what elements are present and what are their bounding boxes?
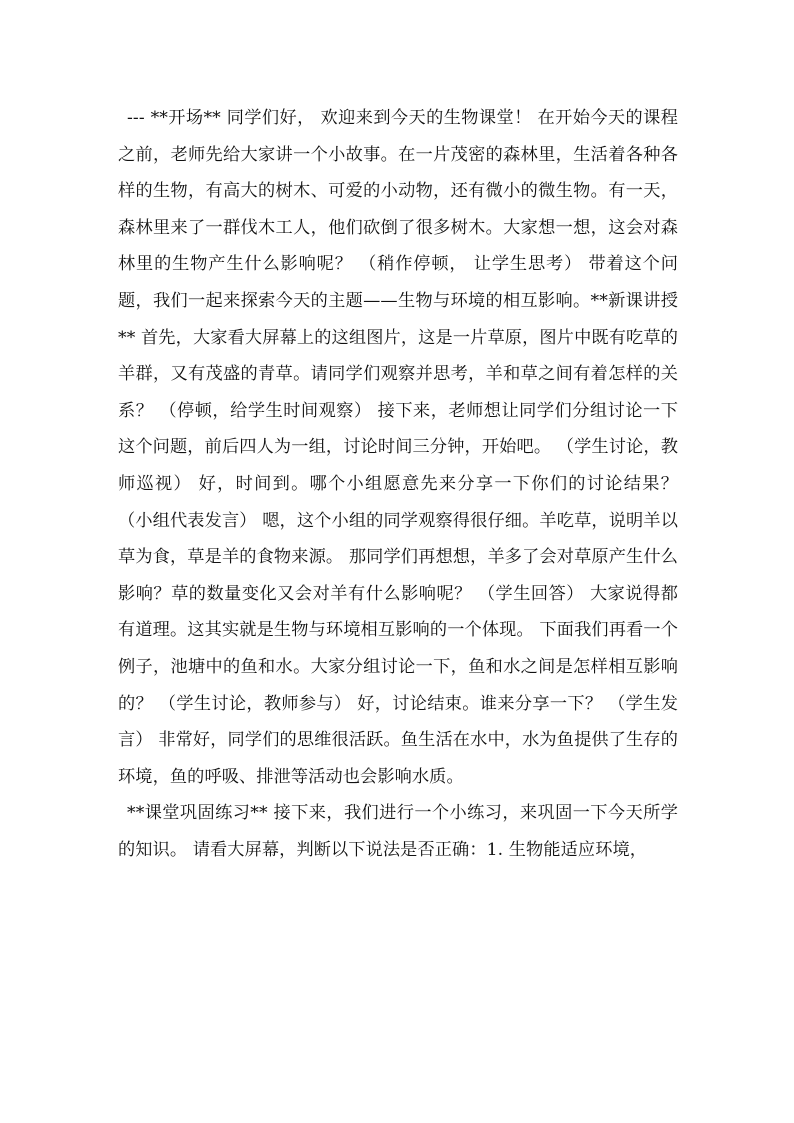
paragraph-classroom-practice: **课堂巩固练习** 接下来，我们进行一个小练习，来巩固一下今天所学的知识。 请看大屏幕，判断以下说法是否正确：1. 生物能适应环境， [118,803,678,860]
lesson-script-text [118,100,678,868]
paragraph-opening-and-new-lesson: --- **开场** 同学们好， 欢迎来到今天的生物课堂！ 在开始今天的课程之前，老师先给大家讲一个小故事。在一片茂密的森林里，生活着各种各样的生物，有高大的树木、可爱的小动物，还有微小的微生物。有一天，森林里来了一群伐木工人，他们砍倒了很多树木。大家想一想，这会对森林里的生物产生什么影响呢？ （稍作停顿， 让学生思考） 带着这个问题，我们一起来探索今天的主题——生物与环境的相互影响。**新课讲授** 首先，大家看大屏幕上的这组图片，这是一片草原，图片中既有吃草的羊群，又有茂盛的青草。请同学们观察并思考，羊和草之间有着怎样的关系？ （停顿，给学生时间观察） 接下来，老师想让同学们分组讨论一下这个问题，前后四人为一组，讨论时间三分钟，开始吧。 （学生讨论，教师巡视） 好，时间到。哪个小组愿意先来分享一下你们的讨论结果？ （小组代表发言） 嗯，这个小组的同学观察得很仔细。羊吃草，说明羊以草为食，草是羊的食物来源。 那同学们再想想，羊多了会对草原产生什么影响？草的数量变化又会对羊有什么影响呢？ （学生回答） 大家说得都有道理。这其实就是生物与环境相互影响的一个体现。 下面我们再看一个例子，池塘中的鱼和水。大家分组讨论一下，鱼和水之间是怎样相互影响的？ （学生讨论，教师参与） 好，讨论结束。谁来分享一下？ （学生发言） 非常好，同学们的思维很活跃。鱼生活在水中，水为鱼提供了生存的环境，鱼的呼吸、排泄等活动也会影响水质。 [118,108,678,787]
